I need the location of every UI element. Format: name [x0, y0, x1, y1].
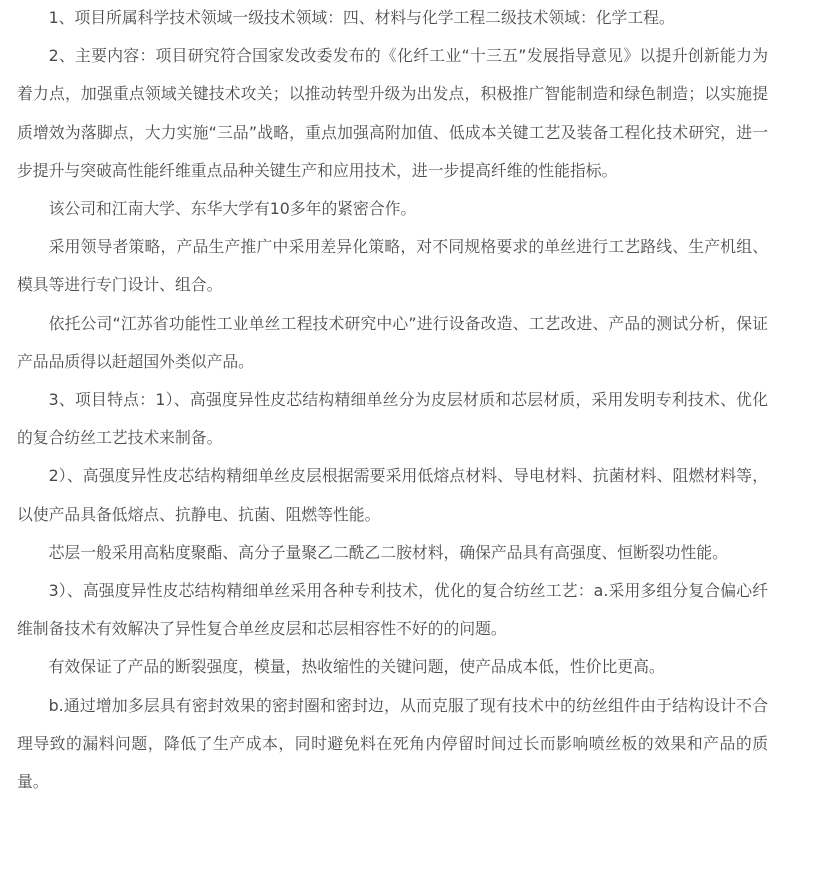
paragraph-tech-field: 1、项目所属科学技术领域一级技术领域：四、材料与化学工程二级技术领域：化学工程。 [48, 8, 675, 27]
paragraph-main-content: 2、主要内容：项目研究符合国家发改委发布的《化纤工业“十三五”发展指导意见》以提升创新能力为着力点，加强重点领域关键技术攻关；以推动转型升级为出发点，积极推广智能制造和绿色制造；以实施提质增效为落脚点，大力实施“三品”战略，重点加强高附加值、低成本关键工艺及装备工程化技术研究，进一步提升与突破高性能纤维重点品种关键生产和应用技术，进一步提高纤维的性能指标。 [17, 46, 768, 180]
paragraph-skin-layer: 2）、高强度异性皮芯结构精细单丝皮层根据需要采用低熔点材料、导电材料、抗菌材料、阻燃材料等，以使产品具备低熔点、抗静电、抗菌、阻燃等性能。 [17, 466, 768, 524]
paragraph-patent-process: 3）、高强度异性皮芯结构精细单丝采用各种专利技术，优化的复合纺丝工艺：a.采用多组分复合偏心纤维制备技术有效解决了异性复合单丝皮层和芯层相容性不好的的问题。 [17, 581, 768, 639]
paragraph-research-center: 依托公司“江苏省功能性工业单丝工程技术研究中心”进行设备改造、工艺改进、产品的测试分析，保证产品品质得以赶超国外类似产品。 [17, 313, 768, 371]
paragraph-features: 3、项目特点：1）、高强度异性皮芯结构精细单丝分为皮层材质和芯层材质，采用发明专利技术、优化的复合纺丝工艺技术来制备。 [17, 390, 768, 448]
paragraph-sealing: b.通过增加多层具有密封效果的密封圈和密封边，从而克服了现有技术中的纺丝组件由于结构设计不合理导致的漏料问题，降低了生产成本，同时避免料在死角内停留时间过长而影响喷丝板的效果和产品的质量。 [17, 695, 768, 792]
paragraph-quality: 有效保证了产品的断裂强度，模量，热收缩性的关键问题，使产品成本低，性价比更高。 [48, 657, 665, 677]
paragraph-core-layer: 芯层一般采用高粘度聚酯、高分子量聚乙二酰乙二胺材料，确保产品具有高强度、恒断裂功性能。 [48, 542, 728, 562]
article-body [17, 0, 768, 801]
paragraph-strategy: 采用领导者策略，产品生产推广中采用差异化策略，对不同规格要求的单丝进行工艺路线、生产机组、模具等进行专门设计、组合。 [17, 237, 768, 295]
paragraph-cooperation: 该公司和江南大学、东华大学有10多年的紧密合作。 [48, 199, 417, 219]
